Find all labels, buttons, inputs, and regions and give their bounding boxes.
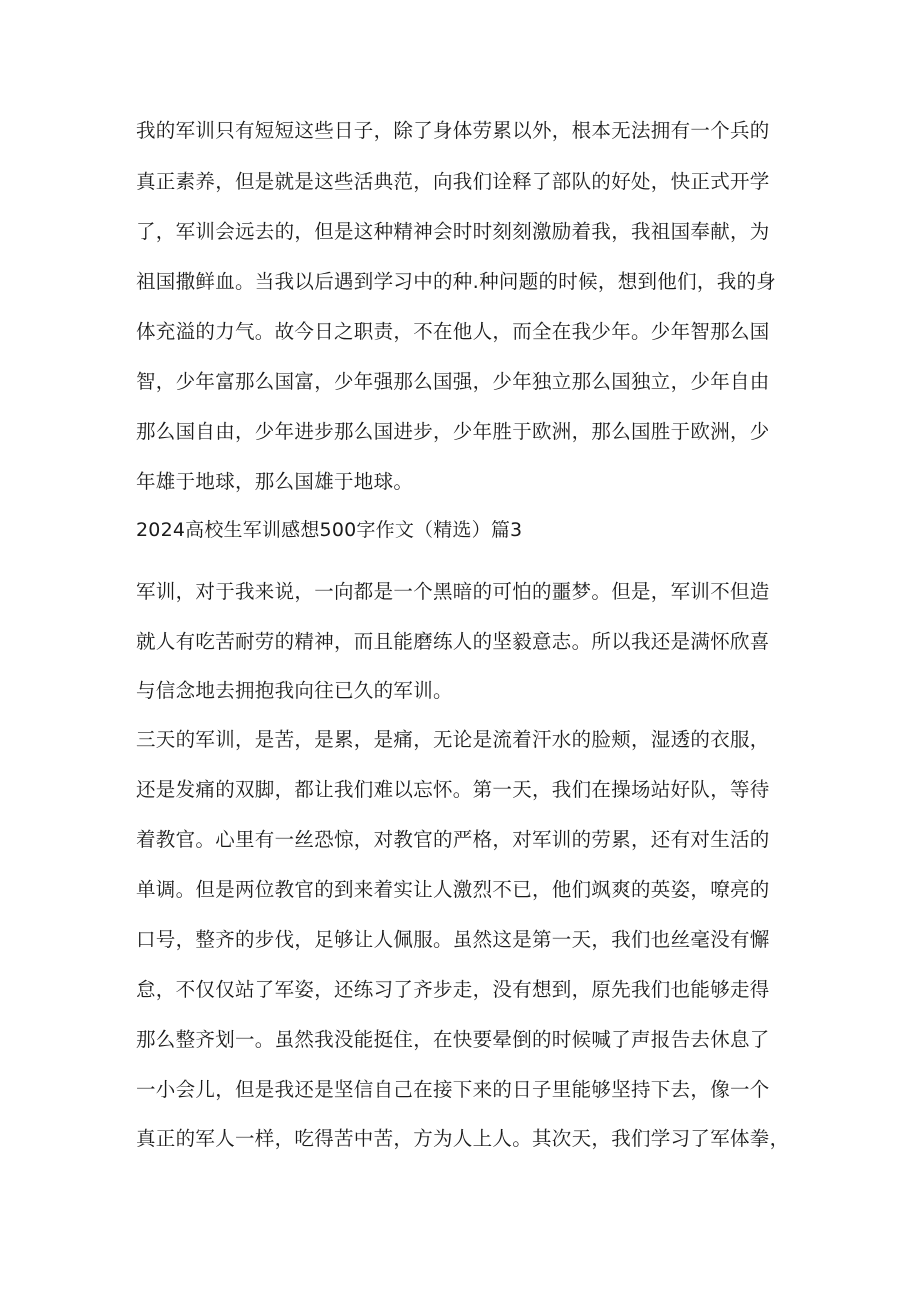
paragraph-3-line-4: 单调。但是两位教官的到来着实让人激烈不已，他们飒爽的英姿，嘹亮的	[136, 878, 770, 901]
paragraph-3-line-6: 怠，不仅仅站了军姿，还练习了齐步走，没有想到，原先我们也能够走得	[136, 978, 770, 1001]
paragraph-3-line-8: 一小会儿，但是我还是坚信自己在接下来的日子里能够坚持下去，像一个	[136, 1078, 770, 1101]
paragraph-1-line-2: 真正素养，但是就是这些活典范，向我们诠释了部队的好处，快正式开学	[136, 170, 770, 193]
paragraph-1-line-3: 了，军训会远去的，但是这种精神会时时刻刻激励着我，我祖国奉献，为	[136, 220, 770, 243]
paragraph-1-line-5: 体充溢的力气。故今日之职责，不在他人，而全在我少年。少年智那么国	[136, 320, 770, 343]
paragraph-1-line-8: 年雄于地球，那么国雄于地球。	[136, 470, 414, 493]
paragraph-3-line-9: 真正的军人一样，吃得苦中苦，方为人上人。其次天，我们学习了军体拳，	[136, 1127, 790, 1150]
paragraph-2-line-2: 就人有吃苦耐劳的精神，而且能磨练人的坚毅意志。所以我还是满怀欣喜	[136, 630, 770, 653]
paragraph-1-line-7: 那么国自由，少年进步那么国进步，少年胜于欧洲，那么国胜于欧洲，少	[136, 420, 770, 443]
paragraph-3-line-7: 那么整齐划一。虽然我没能挺住，在快要晕倒的时候喊了声报告去休息了	[136, 1028, 770, 1051]
paragraph-3-line-1: 三天的军训，是苦，是累，是痛，无论是流着汗水的脸颊，湿透的衣服，	[136, 728, 770, 751]
paragraph-3-line-5: 口号，整齐的步伐，足够让人佩服。虽然这是第一天，我们也丝毫没有懈	[136, 928, 770, 951]
section-heading: 2024高校生军训感想500字作文（精选）篇3	[136, 519, 523, 541]
paragraph-1-line-6: 智，少年富那么国富，少年强那么国强，少年独立那么国独立，少年自由	[136, 370, 770, 393]
paragraph-2-line-3: 与信念地去拥抱我向往已久的军训。	[136, 679, 453, 702]
paragraph-3-line-2: 还是发痛的双脚，都让我们难以忘怀。第一天，我们在操场站好队，等待	[136, 778, 770, 801]
paragraph-1-line-1: 我的军训只有短短这些日子，除了身体劳累以外，根本无法拥有一个兵的	[136, 119, 770, 142]
paragraph-2-line-1: 军训，对于我来说，一向都是一个黑暗的可怕的噩梦。但是，军训不但造	[136, 580, 770, 603]
paragraph-3-line-3: 着教官。心里有一丝恐惊，对教官的严格，对军训的劳累，还有对生活的	[136, 828, 770, 851]
paragraph-1-line-4: 祖国撒鲜血。当我以后遇到学习中的种.种问题的时候，想到他们，我的身	[136, 270, 777, 293]
